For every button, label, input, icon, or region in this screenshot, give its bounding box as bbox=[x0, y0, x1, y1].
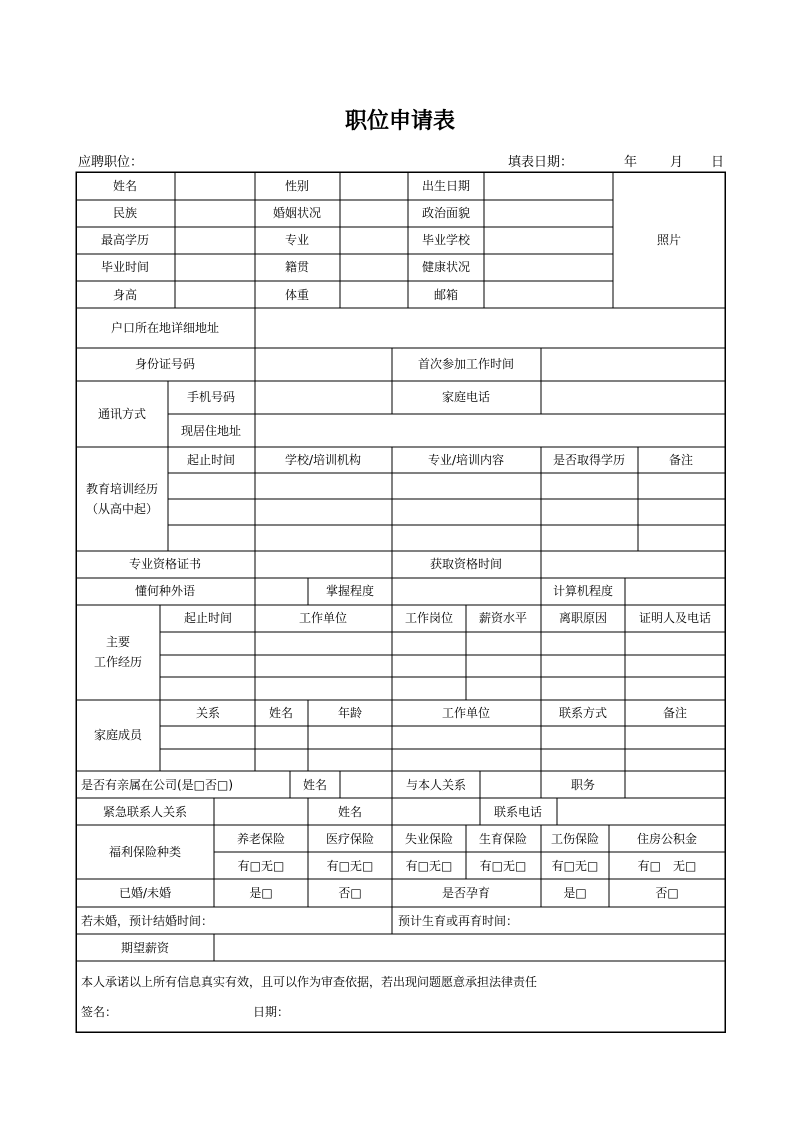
date-label: 填表日期： bbox=[508, 155, 574, 170]
year-label: 年 bbox=[624, 155, 638, 170]
relative-name-label: 姓名 bbox=[302, 778, 328, 792]
edu-col: 备注 bbox=[668, 453, 694, 467]
welfare-type: 失业保险 bbox=[404, 832, 454, 846]
family-label: 家庭成员 bbox=[93, 728, 143, 742]
birth-label: 出生日期 bbox=[421, 179, 471, 193]
welfare-opt[interactable]: 有□无□ bbox=[237, 859, 285, 873]
edu-label-2: （从高中起） bbox=[85, 502, 159, 516]
political-label: 政治面貌 bbox=[421, 206, 471, 220]
ethnic-label: 民族 bbox=[112, 206, 138, 220]
lang-label: 懂何种外语 bbox=[134, 584, 196, 598]
work-col: 离职原因 bbox=[558, 611, 608, 625]
welfare-type: 住房公积金 bbox=[636, 832, 698, 846]
household-label: 户口所在地详细地址 bbox=[110, 321, 220, 335]
height-label: 身高 bbox=[112, 288, 138, 302]
family-col: 年龄 bbox=[337, 706, 363, 720]
married-yes[interactable]: 是□ bbox=[249, 886, 273, 900]
married-label: 已婚/未婚 bbox=[118, 886, 172, 900]
sign-label: 签名： bbox=[81, 1005, 118, 1019]
footer-date-label: 日期： bbox=[253, 1005, 290, 1019]
first-work-label: 首次参加工作时间 bbox=[417, 357, 515, 371]
month-label: 月 bbox=[670, 155, 684, 170]
pregnant-no[interactable]: 否□ bbox=[655, 886, 679, 900]
work-col: 薪资水平 bbox=[478, 611, 528, 625]
current-addr-label: 现居住地址 bbox=[180, 424, 242, 438]
work-col: 工作单位 bbox=[298, 611, 348, 625]
name-label: 姓名 bbox=[112, 179, 138, 193]
plan-child-label: 预计生育或再育时间： bbox=[398, 914, 519, 928]
edu-col: 起止时间 bbox=[186, 453, 236, 467]
family-col: 联系方式 bbox=[558, 706, 608, 720]
family-col: 姓名 bbox=[268, 706, 294, 720]
emergency-name-label: 姓名 bbox=[337, 805, 363, 819]
gender-label: 性别 bbox=[284, 179, 310, 193]
welfare-opt[interactable]: 有□无□ bbox=[551, 859, 599, 873]
day-label: 日 bbox=[711, 155, 725, 170]
work-col: 证明人及电话 bbox=[638, 611, 712, 625]
relative-duty-label: 职务 bbox=[570, 778, 596, 792]
welfare-label: 福利保险种类 bbox=[108, 845, 182, 859]
education-label: 最高学历 bbox=[100, 233, 150, 247]
work-col: 工作岗位 bbox=[404, 611, 454, 625]
position-label: 应聘职位： bbox=[78, 155, 144, 170]
edu-col: 专业/培训内容 bbox=[427, 453, 505, 467]
email-label: 邮箱 bbox=[433, 288, 459, 302]
married-no[interactable]: 否□ bbox=[338, 886, 362, 900]
mobile-label: 手机号码 bbox=[186, 390, 236, 404]
welfare-opt[interactable]: 有□ 无□ bbox=[637, 859, 697, 873]
edu-col: 学校/培训机构 bbox=[284, 453, 362, 467]
cert-time-label: 获取资格时间 bbox=[429, 557, 503, 571]
page-title: 职位申请表 bbox=[344, 108, 455, 134]
home-phone-label: 家庭电话 bbox=[441, 390, 491, 404]
level-label: 掌握程度 bbox=[325, 584, 375, 598]
edu-col: 是否取得学历 bbox=[552, 453, 626, 467]
grad-time-label: 毕业时间 bbox=[100, 260, 150, 274]
cert-label: 专业资格证书 bbox=[128, 557, 202, 571]
weight-label: 体重 bbox=[284, 288, 310, 302]
welfare-type: 生育保险 bbox=[478, 832, 528, 846]
health-label: 健康状况 bbox=[421, 260, 471, 274]
work-col: 起止时间 bbox=[183, 611, 233, 625]
school-label: 毕业学校 bbox=[421, 233, 471, 247]
welfare-opt[interactable]: 有□无□ bbox=[479, 859, 527, 873]
emergency-phone-label: 联系电话 bbox=[493, 805, 543, 819]
welfare-type: 养老保险 bbox=[236, 832, 286, 846]
photo-label: 照片 bbox=[656, 233, 682, 247]
promise-text: 本人承诺以上所有信息真实有效，且可以作为审查依据，若出现问题愿意承担法律责任 bbox=[81, 975, 538, 989]
computer-label: 计算机程度 bbox=[552, 584, 614, 598]
welfare-opt[interactable]: 有□无□ bbox=[326, 859, 374, 873]
edu-label-1: 教育培训经历 bbox=[85, 482, 159, 496]
marital-label: 婚姻状况 bbox=[272, 206, 322, 220]
family-col: 备注 bbox=[662, 706, 688, 720]
relative-relation-label: 与本人关系 bbox=[405, 778, 467, 792]
pregnant-label: 是否孕育 bbox=[441, 886, 491, 900]
relative-question: 是否有亲属在公司(是□否□) bbox=[81, 778, 234, 792]
native-label: 籍贯 bbox=[284, 260, 310, 274]
work-label-2: 工作经历 bbox=[93, 655, 143, 669]
work-label-1: 主要 bbox=[105, 635, 131, 649]
welfare-opt[interactable]: 有□无□ bbox=[405, 859, 453, 873]
emergency-relation-label: 紧急联系人关系 bbox=[102, 805, 188, 819]
welfare-type: 医疗保险 bbox=[325, 832, 375, 846]
contact-label: 通讯方式 bbox=[97, 407, 147, 421]
family-col: 关系 bbox=[195, 706, 221, 720]
pregnant-yes[interactable]: 是□ bbox=[563, 886, 587, 900]
major-label: 专业 bbox=[284, 233, 310, 247]
id-no-label: 身份证号码 bbox=[134, 357, 196, 371]
family-col: 工作单位 bbox=[441, 706, 491, 720]
welfare-type: 工伤保险 bbox=[550, 832, 600, 846]
salary-label: 期望薪资 bbox=[120, 941, 170, 955]
plan-marry-label: 若未婚，预计结婚时间： bbox=[81, 914, 214, 928]
